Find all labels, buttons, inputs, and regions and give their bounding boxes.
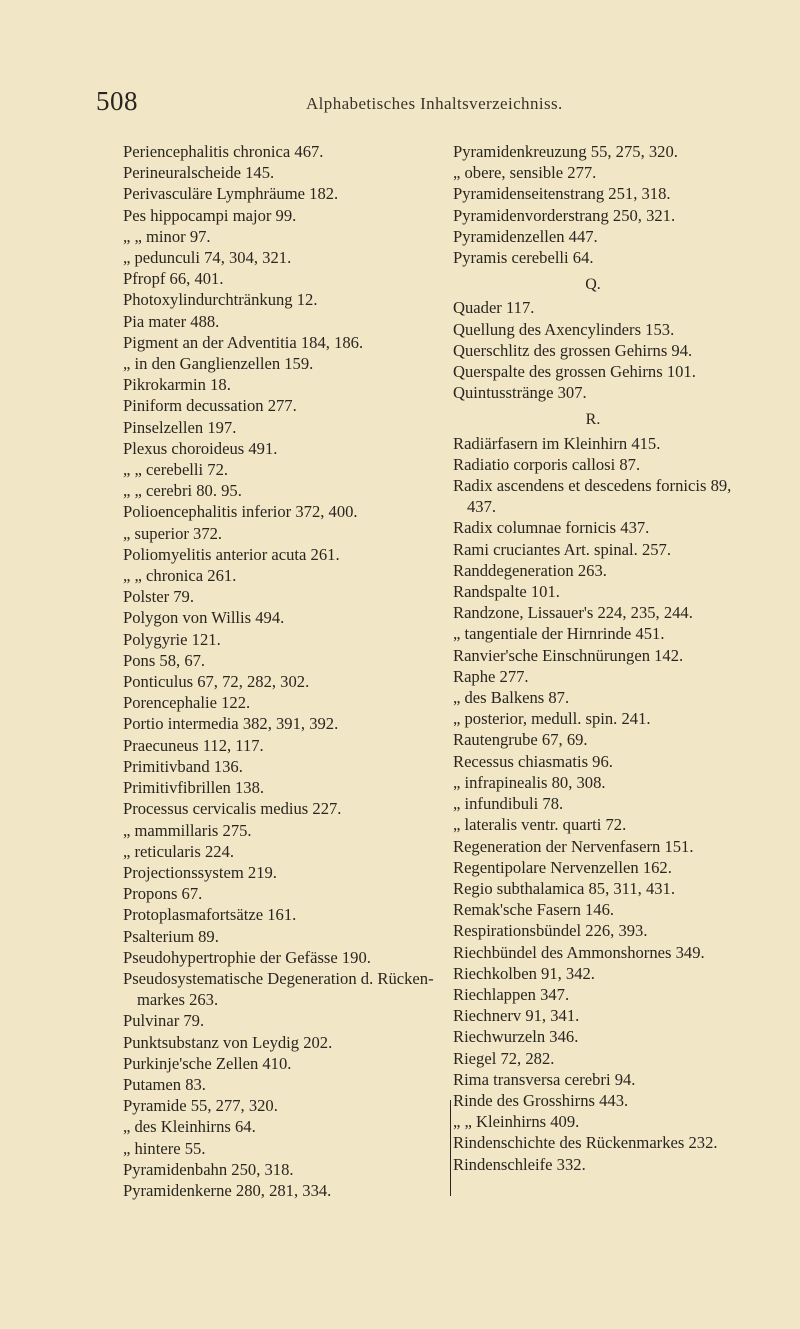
index-entry: Rami cruciantes Art. spinal. 257.	[453, 539, 671, 559]
index-entry: Regio subthalamica 85, 311, 431.	[453, 878, 675, 898]
index-entry: „ posterior, medull. spin. 241.	[453, 709, 651, 729]
index-entry: Respirationsbündel 226, 393.	[453, 921, 648, 941]
index-entry: Regeneration der Nervenfasern 151.	[453, 836, 694, 856]
index-entry: „ pedunculi 74, 304, 321.	[123, 248, 292, 268]
index-entry: Querschlitz des grossen Gehirns 94.	[453, 340, 693, 360]
index-entry: Punktsubstanz von Leydig 202.	[123, 1032, 333, 1052]
index-entry: Pes hippocampi major 99.	[123, 205, 297, 225]
section-letter: R.	[585, 411, 601, 429]
index-entry: Pfropf 66, 401.	[123, 269, 224, 289]
index-entry: Remak'sche Fasern 146.	[453, 900, 615, 920]
index-column-right	[453, 141, 798, 1175]
index-entry: „ hintere 55.	[123, 1138, 206, 1158]
index-entry: Rindenschichte des Rückenmarkes 232.	[453, 1133, 718, 1153]
index-entry: Ranvier'sche Einschnürungen 142.	[453, 645, 684, 665]
index-entry: „ superior 372.	[123, 523, 223, 543]
index-entry: Photoxylindurchtränkung 12.	[123, 290, 318, 310]
index-entry: Radiatio corporis callosi 87.	[453, 454, 641, 474]
index-entry: Rautengrube 67, 69.	[453, 730, 588, 750]
section-letter: Q.	[585, 276, 601, 294]
index-entry: „ „ minor 97.	[123, 226, 211, 246]
index-entry: Processus cervicalis medius 227.	[123, 799, 342, 819]
index-entry: Psalterium 89.	[123, 926, 219, 946]
index-entry: Poliomyelitis anterior acuta 261.	[123, 544, 340, 564]
index-entry: „ tangentiale der Hirnrinde 451.	[453, 624, 665, 644]
index-entry: Quintusstränge 307.	[453, 383, 587, 403]
index-entry: Pyramidenkreuzung 55, 275, 320.	[453, 142, 678, 161]
index-entry: Primitivfibrillen 138.	[123, 778, 265, 798]
index-entry: „ in den Ganglienzellen 159.	[123, 354, 314, 374]
index-entry: Protoplasmafortsätze 161.	[123, 905, 297, 925]
index-entry: Rinde des Grosshirns 443.	[453, 1090, 629, 1110]
index-entry: Regentipolare Nervenzellen 162.	[453, 857, 672, 877]
index-entry: „ obere, sensible 277.	[453, 163, 597, 183]
index-entry: Radiärfasern im Kleinhirn 415.	[453, 433, 661, 453]
index-entry: Portio intermedia 382, 391, 392.	[123, 714, 339, 734]
index-entry: Riechlappen 347.	[453, 984, 570, 1004]
index-entry: Putamen 83.	[123, 1074, 206, 1094]
index-entry: „ „ Kleinhirns 409.	[453, 1112, 580, 1132]
index-entry: Radix ascendens et descedens fornicis 89,	[453, 476, 732, 496]
index-entry: Rima transversa cerebri 94.	[453, 1069, 636, 1089]
index-entry: Perivasculäre Lymphräume 182.	[123, 184, 339, 204]
index-entry: „ lateralis ventr. quarti 72.	[453, 815, 627, 835]
index-entry: Polioencephalitis inferior 372, 400.	[123, 502, 358, 522]
index-entry: Recessus chiasmatis 96.	[453, 751, 613, 771]
index-entry: Riegel 72, 282.	[453, 1048, 555, 1068]
index-entry: „ „ cerebelli 72.	[123, 460, 229, 480]
index-entry: Polygon von Willis 494.	[123, 608, 285, 628]
index-entry: Randspalte 101.	[453, 582, 560, 602]
index-entry: Primitivband 136.	[123, 756, 243, 776]
index-entry: Porencephalie 122.	[123, 693, 251, 713]
page-number: 508	[96, 86, 138, 116]
index-entry: markes 263.	[137, 990, 219, 1010]
index-entry: „ reticularis 224.	[123, 841, 235, 861]
index-entry: „ des Kleinhirns 64.	[123, 1117, 256, 1137]
index-entry: Polygyrie 121.	[123, 629, 221, 649]
index-entry: Riechwurzeln 346.	[453, 1027, 579, 1047]
index-entry: 437.	[467, 497, 497, 517]
index-entry: Querspalte des grossen Gehirns 101.	[453, 362, 696, 382]
index-entry: Quader 117.	[453, 298, 535, 318]
index-entry: „ „ cerebri 80. 95.	[123, 481, 242, 501]
index-entry: Purkinje'sche Zellen 410.	[123, 1053, 292, 1073]
index-entry: Riechkolben 91, 342.	[453, 963, 595, 983]
index-entry: Randzone, Lissauer's 224, 235, 244.	[453, 603, 693, 623]
index-entry: Quellung des Axencylinders 153.	[453, 319, 675, 339]
index-entry: Pyramidenzellen 447.	[453, 226, 598, 246]
index-entry: „ infundibuli 78.	[453, 794, 564, 814]
index-entry: Pseudohypertrophie der Gefässe 190.	[123, 947, 371, 967]
index-entry: Riechbündel des Ammonshornes 349.	[453, 942, 705, 962]
index-entry: Praecuneus 112, 117.	[123, 735, 264, 755]
index-entry: Randdegeneration 263.	[453, 560, 607, 580]
index-entry: „ des Balkens 87.	[453, 688, 570, 708]
index-entry: Pikrokarmin 18.	[123, 375, 231, 395]
index-entry: Projectionssystem 219.	[123, 862, 277, 882]
index-entry: Pyramide 55, 277, 320.	[123, 1096, 278, 1116]
index-entry: Pulvinar 79.	[123, 1011, 205, 1031]
index-entry: Pia mater 488.	[123, 311, 220, 331]
index-entry: Pons 58, 67.	[123, 650, 206, 670]
page-header	[96, 86, 796, 126]
running-title: Alphabetisches Inhaltsverzeichniss.	[306, 94, 563, 113]
index-entry: Pseudosystematische Degeneration d. Rücken-	[123, 968, 434, 988]
index-entry: Pyramidenvorderstrang 250, 321.	[453, 205, 676, 225]
index-entry: Plexus choroideus 491.	[123, 438, 278, 458]
margin-rule	[450, 1100, 451, 1196]
index-entry: „ infrapinealis 80, 308.	[453, 772, 606, 792]
index-entry: Propons 67.	[123, 884, 203, 904]
index-entry: Pyramis cerebelli 64.	[453, 248, 594, 268]
index-entry: Perineuralscheide 145.	[123, 163, 275, 183]
index-entry: „ „ chronica 261.	[123, 566, 237, 586]
index-entry: Pyramidenkerne 280, 281, 334.	[123, 1180, 332, 1200]
index-entry: „ mammillaris 275.	[123, 820, 252, 840]
index-entry: Piniform decussation 277.	[123, 396, 297, 416]
index-entry: Polster 79.	[123, 587, 194, 607]
index-entry: Pyramidenseitenstrang 251, 318.	[453, 184, 671, 204]
index-entry: Raphe 277.	[453, 666, 529, 686]
index-entry: Radix columnae fornicis 437.	[453, 518, 650, 538]
index-entry: Pigment an der Adventitia 184, 186.	[123, 332, 364, 352]
index-entry: Periencephalitis chronica 467.	[123, 142, 324, 161]
index-entry: Rindenschleife 332.	[453, 1154, 586, 1174]
index-entry: Riechnerv 91, 341.	[453, 1006, 580, 1026]
index-column-left	[123, 141, 433, 1201]
index-entry: Pyramidenbahn 250, 318.	[123, 1159, 294, 1179]
index-entry: Ponticulus 67, 72, 282, 302.	[123, 672, 310, 692]
index-entry: Pinselzellen 197.	[123, 417, 237, 437]
